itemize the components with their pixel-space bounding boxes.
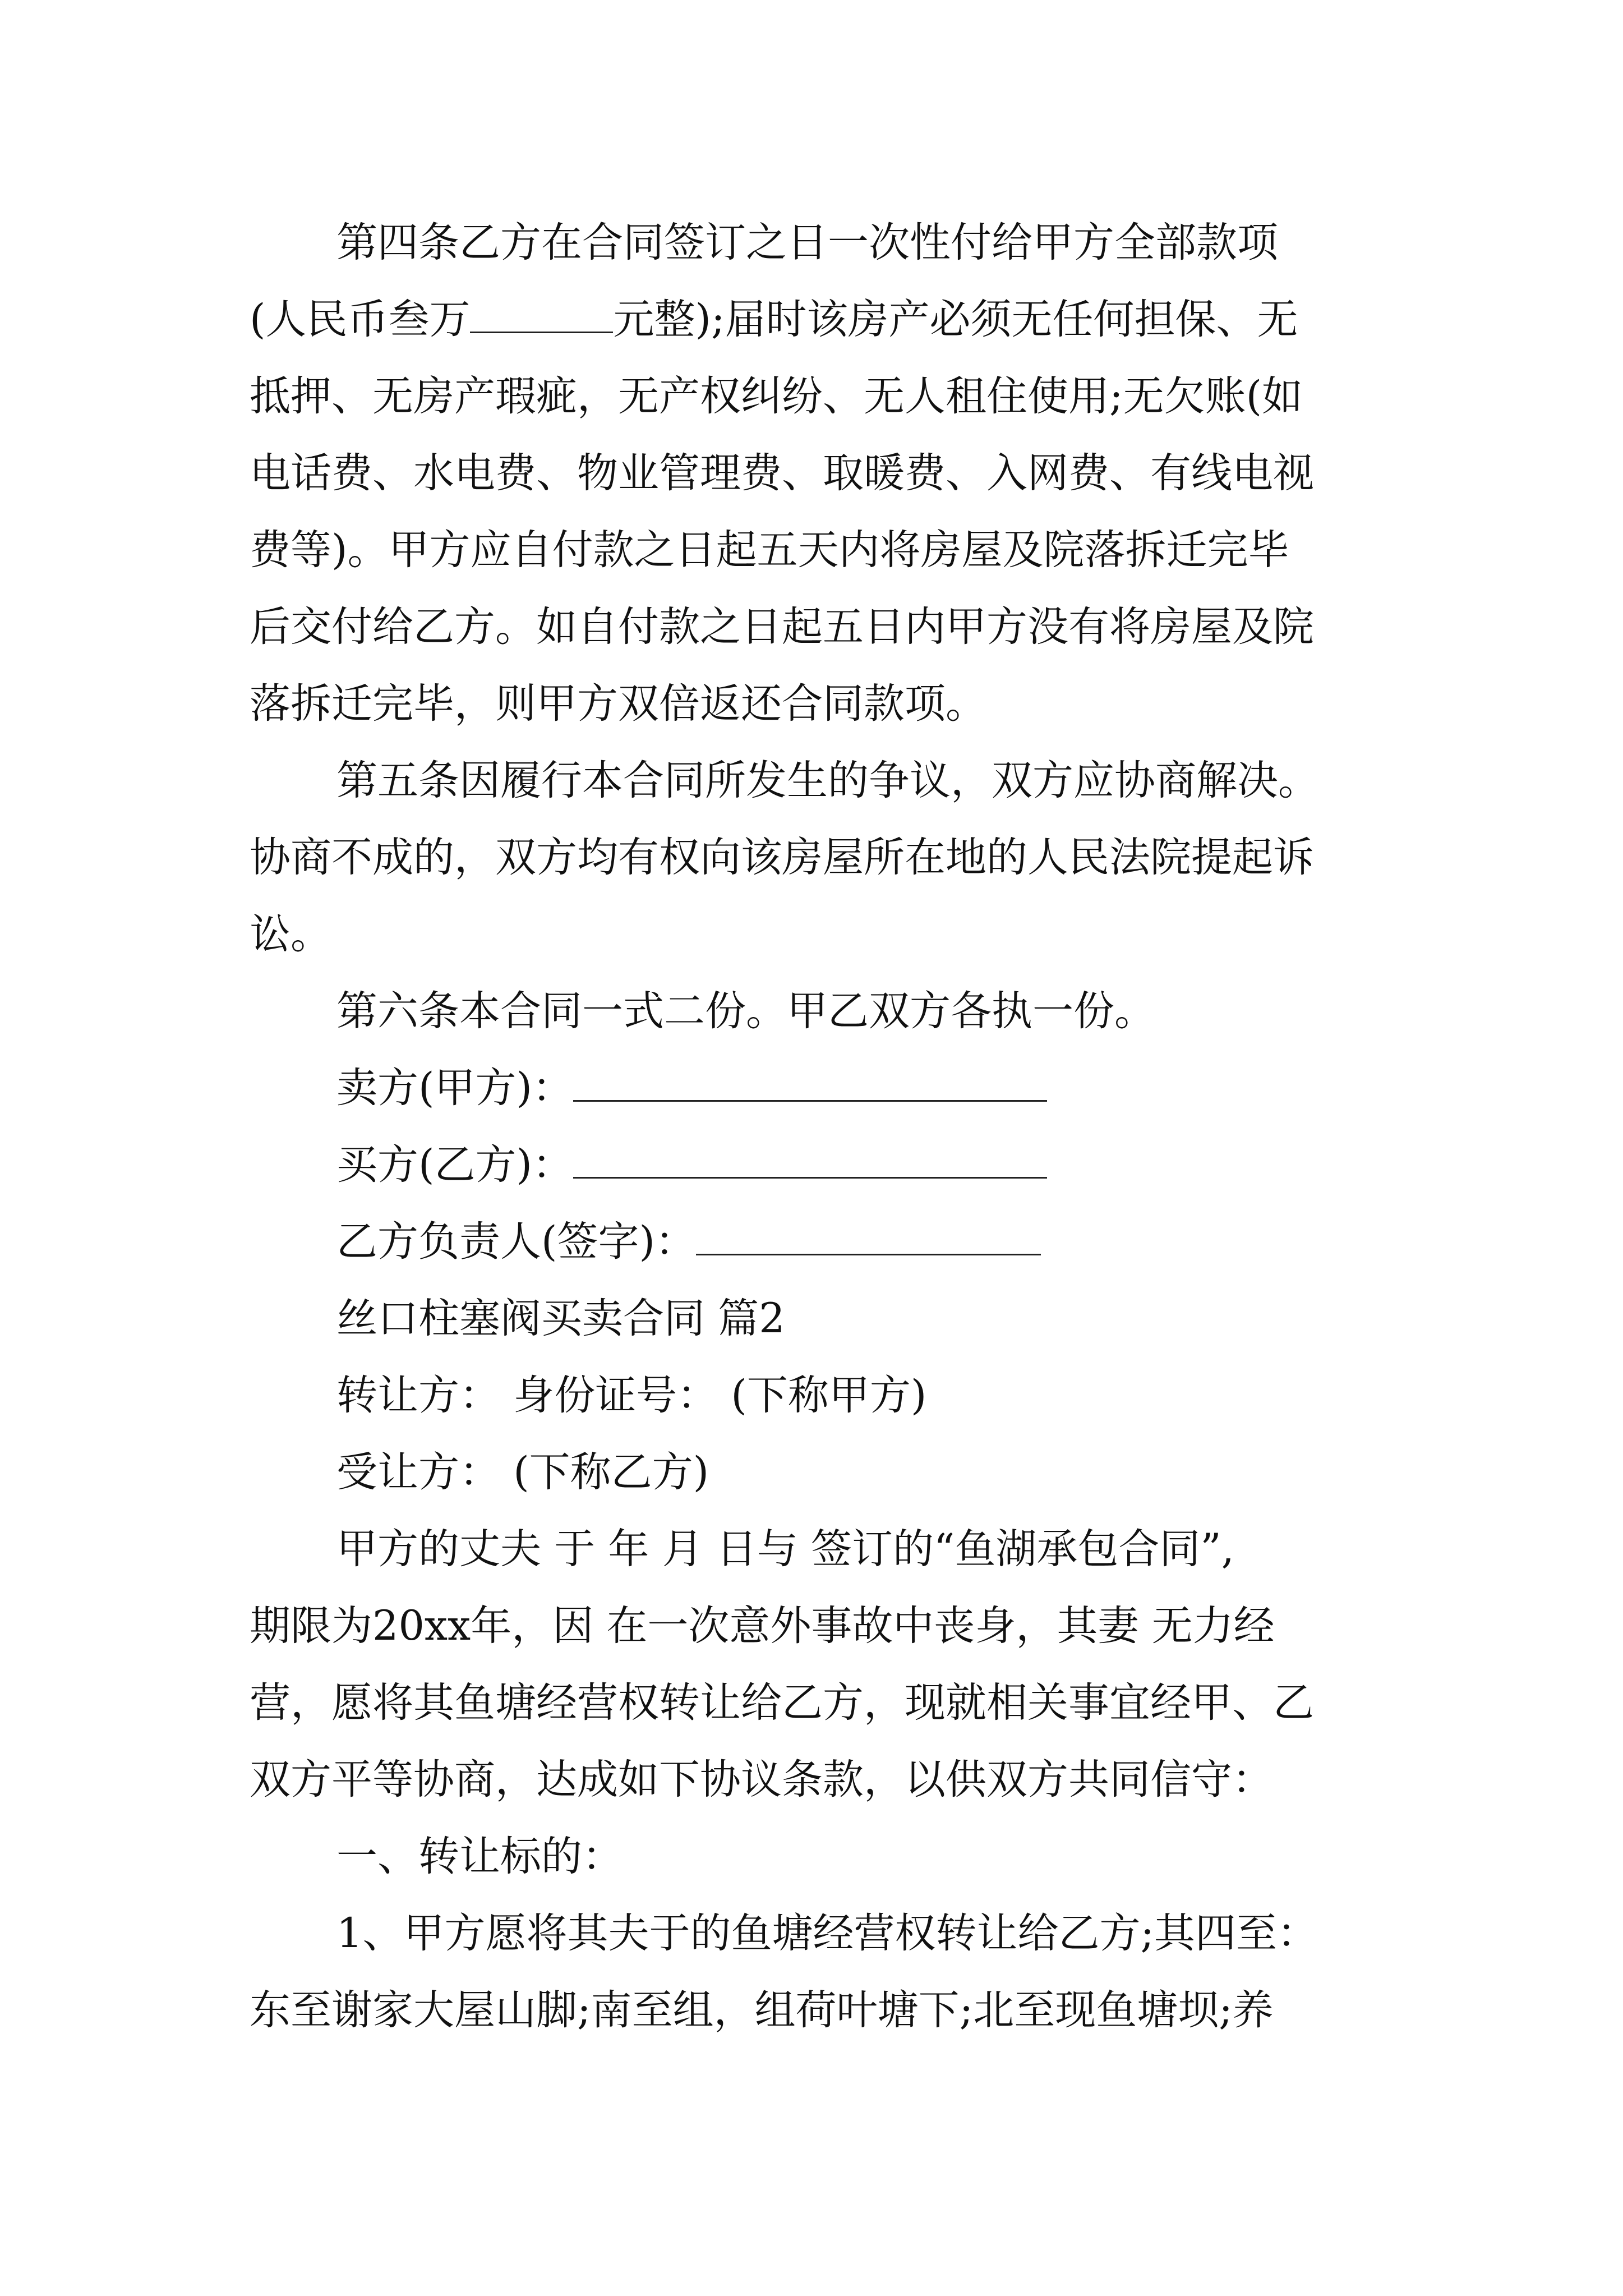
signer-blank [696,1214,1041,1255]
buyer-blank [573,1138,1047,1179]
intro-line2: 期限为20xx年，因 在一次意外事故中丧身，其妻 无力经 [250,1602,1275,1650]
seller-blank [573,1061,1047,1102]
transferee-line: 受让方： (下称乙方) [336,1448,709,1496]
article5-line1: 第五条因履行本合同所发生的争议，双方应协商解决。 [336,757,1319,804]
section-title: 丝口柱塞阀买卖合同 篇2 [336,1295,785,1342]
transferor-line: 转让方： 身份证号： (下称甲方) [336,1372,927,1419]
article4-line3: 抵押、无房产瑕疵，无产权纠纷、无人租住使用;无欠账(如 [250,372,1303,420]
article5-line3: 讼。 [250,910,331,958]
signer-label: 乙方负责人(签字)： [336,1218,696,1266]
seller-label: 卖方(甲方)： [336,1064,573,1112]
buyer-signature-line [336,1137,1047,1193]
intro-line1: 甲方的丈夫 于 年 月 日与 签订的“鱼湖承包合同”, [336,1525,1234,1573]
article5-line2: 协商不成的，双方均有权向该房屋所在地的人民法院提起诉 [250,834,1314,881]
article4-line7: 落拆迁完毕，则甲方双倍返还合同款项。 [250,680,986,728]
article4-line5: 费等)。甲方应自付款之日起五天内将房屋及院落拆迁完毕 [250,526,1289,574]
buyer-label: 买方(乙方)： [336,1141,573,1189]
intro-line3: 营，愿将其鱼塘经营权转让给乙方，现就相关事宜经甲、乙 [250,1679,1314,1727]
article6: 第六条本合同一式二份。甲乙双方各执一份。 [336,987,1155,1035]
clause1-1-line2: 东至谢家大屋山脚;南至组，组荷叶塘下;北至现鱼塘坝;养 [250,1986,1274,2034]
article4-line4: 电话费、水电费、物业管理费、取暖费、入网费、有线电视 [250,449,1314,497]
article4-line2 [250,292,1298,348]
clause1-1-line1: 1、甲方愿将其夫于的鱼塘经营权转让给乙方;其四至： [336,1910,1318,1957]
article4-line2-part2: 元整);届时该房产必须无任何担保、无 [613,296,1298,343]
signer-signature-line [336,1214,1041,1270]
clause1-title: 一、转让标的： [336,1833,623,1880]
article4-line2-part1: (人民币叁万 [250,296,471,343]
article4-line6: 后交付给乙方。如自付款之日起五日内甲方没有将房屋及院 [250,603,1314,651]
amount-blank [470,292,613,333]
seller-signature-line [336,1060,1047,1116]
intro-line4: 双方平等协商，达成如下协议条款，以供双方共同信守： [250,1756,1273,1803]
article4-line1: 第四条乙方在合同签订之日一次性付给甲方全部款项 [336,219,1278,266]
